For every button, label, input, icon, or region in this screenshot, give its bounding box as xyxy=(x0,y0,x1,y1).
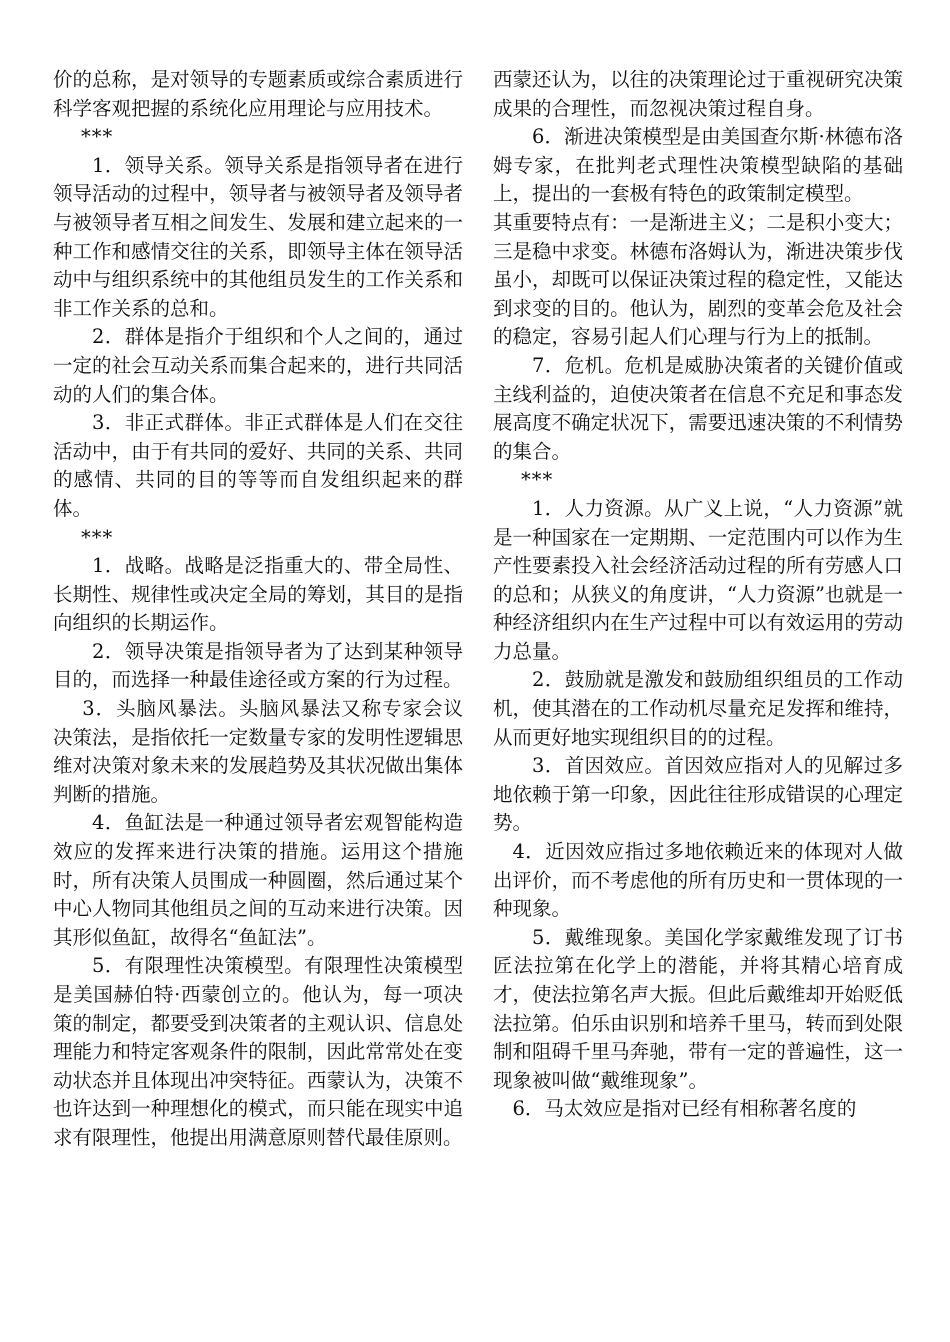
paragraph: 西蒙还认为，以往的决策理论过于重视研究决策成果的合理性，而忽视决策过程自身。 xyxy=(493,68,903,120)
section-separator: *** xyxy=(81,525,114,549)
paragraph: 2．群体是指介于组织和个人之间的，通过一定的社会互动关系而集合起来的，进行共同活动的人们的集合体。 xyxy=(53,325,463,406)
paragraph: 价的总称，是对领导的专题素质或综合素质进行科学客观把握的系统化应用理论与应用技术。 xyxy=(53,68,463,120)
left-column xyxy=(53,66,463,1153)
paragraph: 5．戴维现象。美国化学家戴维发现了订书匠法拉第在化学上的潜能，并将其精心培育成才，使法拉第名声大振。但此后戴维却开始贬低法拉第。伯乐由识别和培养千里马，转而到处限制和阻碍千里马奔驰，带有一定的普遍性，这一现象被叫做“戴维现象”。 xyxy=(493,925,903,1092)
right-column xyxy=(493,66,903,1124)
paragraph: 6．渐进决策模型是由美国查尔斯·林德布洛姆专家，在批判老式理性决策模型缺陷的基础上，提出的一套极有特色的政策制定模型。 xyxy=(493,125,903,206)
paragraph: 6．马太效应是指对已经有相称著名度的 xyxy=(512,1097,857,1121)
paragraph: 3．首因效应。首因效应指对人的见解过多地依赖于第一印象，因此往往形成错误的心理定势。 xyxy=(493,754,903,835)
paragraph: 其重要特点有：一是渐进主义；二是积小变大；三是稳中求变。林德布洛姆认为，渐进决策步伐虽小，却既可以保证决策过程的稳定性，又能达到求变的目的。他认为，剧烈的变革会危及社会的稳定，容易引起人们心理与行为上的抵制。 xyxy=(493,210,903,349)
paragraph: 4．近因效应指过多地依赖近来的体现对人做出评价，而不考虑他的所有历史和一贯体现的一种现象。 xyxy=(493,840,903,921)
section-separator: *** xyxy=(521,468,554,492)
paragraph: 2．领导决策是指领导者为了达到某种领导目的，而选择一种最佳途径或方案的行为过程。 xyxy=(53,639,463,692)
paragraph: 1．领导关系。领导关系是指领导者在进行领导活动的过程中，领导者与被领导者及领导者与被领导者互相之间发生、发展和建立起来的一种工作和感情交往的关系，即领导主体在领导活动中与组织系统中的其他组员发生的工作关系和非工作关系的总和。 xyxy=(53,153,463,320)
paragraph: 3．头脑风暴法。头脑风暴法又称专家会议决策法，是指依托一定数量专家的发明性逻辑思维对决策对象未来的发展趋势及其状况做出集体判断的措施。 xyxy=(53,697,463,806)
paragraph: 1．战略。战略是泛指重大的、带全局性、长期性、规律性或决定全局的筹划，其目的是指向组织的长期运作。 xyxy=(53,554,463,635)
paragraph: 2．鼓励就是激发和鼓励组织组员的工作动机，使其潜在的工作动机尽量充足发挥和维持，从而更好地实现组织目的的过程。 xyxy=(493,668,903,749)
paragraph: 7．危机。危机是威胁决策者的关键价值或主线利益的，迫使决策者在信息不充足和事态发展高度不确定状况下，需要迅速决策的不利情势的集合。 xyxy=(493,353,903,463)
section-separator: *** xyxy=(81,125,114,149)
paragraph: 3．非正式群体。非正式群体是人们在交往活动中，由于有共同的爱好、共同的关系、共同的感情、共同的目的等等而自发组织起来的群体。 xyxy=(53,411,463,520)
paragraph: 1．人力资源。从广义上说，“人力资源”就是一种国家在一定期期、一定范围内可以作为生产性要素投入社会经济活动过程的所有劳感人口的总和；从狭义的角度讲，“人力资源”也就是一种经济组织内在生产过程中可以有效运用的劳动力总量。 xyxy=(493,496,903,663)
paragraph: 5．有限理性决策模型。有限理性决策模型是美国赫伯特·西蒙创立的。他认为，每一项决策的制定，都要受到决策者的主观认识、信息处理能力和特定客观条件的限制，因此常常处在变动状态并且体现出冲突特征。西蒙认为，决策不也许达到一种理想化的模式，而只能在现实中追求有限理性，他提出用满意原则替代最佳原则。 xyxy=(53,954,463,1149)
paragraph: 4．鱼缸法是一种通过领导者宏观智能构造效应的发挥来进行决策的措施。运用这个措施时，所有决策人员围成一种圆圈，然后通过某个中心人物同其他组员之间的互动来进行决策。因其形似鱼缸，故得名“鱼缸法”。 xyxy=(53,811,463,949)
